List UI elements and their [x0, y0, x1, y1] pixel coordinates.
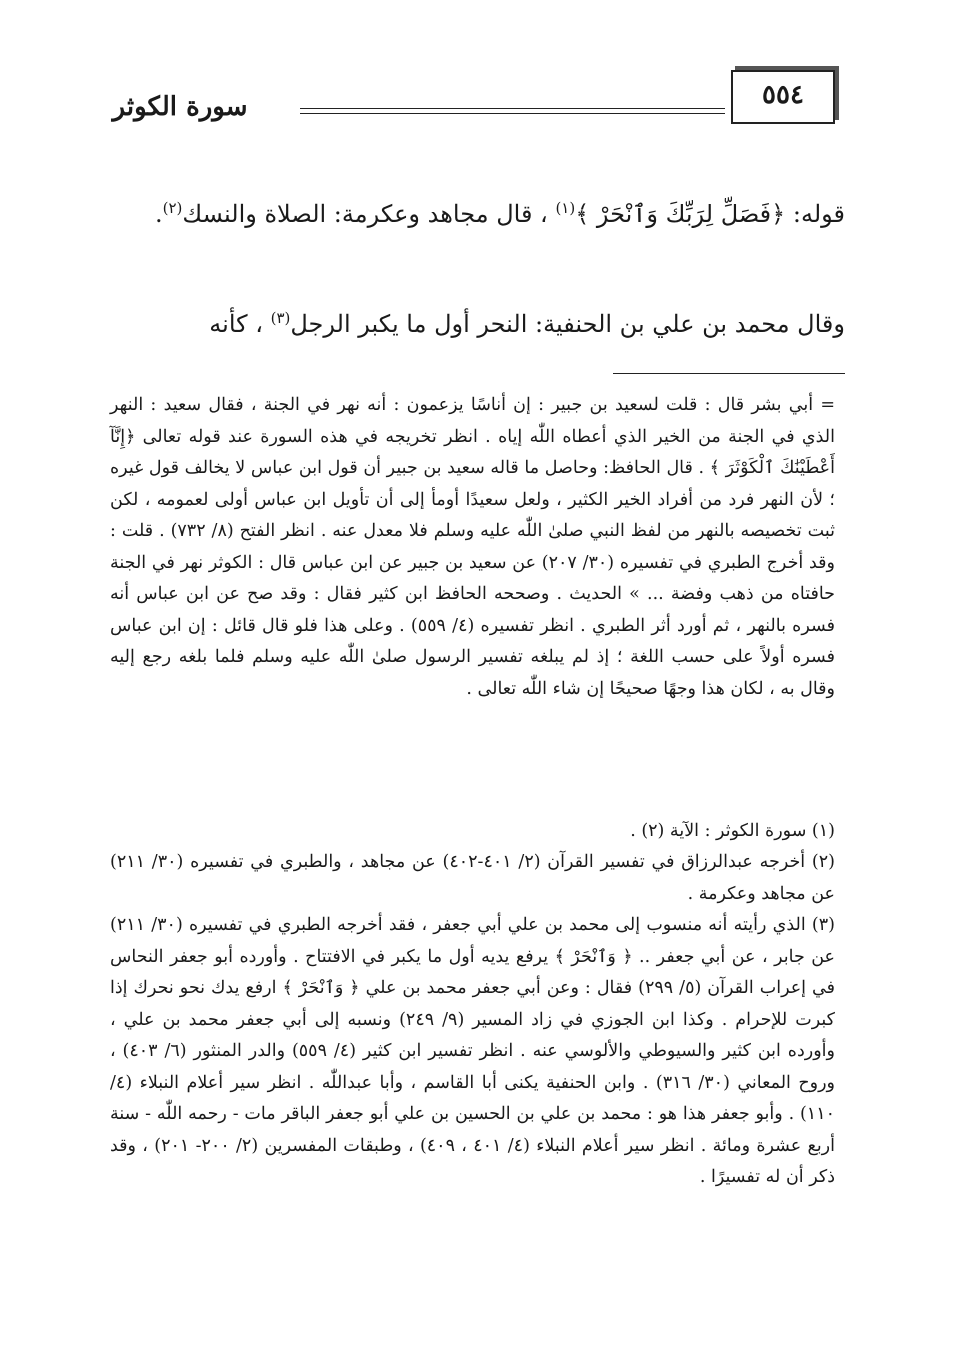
page-number-box	[731, 70, 835, 124]
footnote-separator	[613, 373, 845, 374]
p1-intro: قوله:	[792, 200, 845, 228]
footnote-3: (٣) الذي رأيته أنه منسوب إلى محمد بن علي أبي جعفر ، فقد أخرجه الطبري في تفسيره (٣٠/ ٢١١) عن جابر ، عن أبي جعفر .. ﴿ وَٱنْحَرْ ﴾ يرفع يديه أول ما يكبر في الافتتاح . وأورده أبو جعفر النحاس في إعراب القرآن (٥/ ٢٩٩) فقال : وعن أبي جعفر محمد بن علي ﴿ وَٱنْحَرْ ﴾ ارفع يدك نحو نحرك إذا كبرت للإحرام . وكذا ابن الجوزي في زاد المسير (٩/ ٢٤٩) ونسبه إلى أبي جعفر محمد بن علي ، وأورده ابن كثير والسيوطي والألوسي عنه . انظر تفسير ابن كثير (٤/ ٥٥٩) والدر المنثور (٦/ ٤٠٣) ، وروح المعاني (٣٠/ ٣١٦) . وابن الحنفية يكنى أبا القاسم ، وأبا عبداللّٰه . انظر سير أعلام النبلاء (٤/ ١١٠) . وأبو جعفر هذا هو : محمد بن علي بن الحسين بن علي أبو جعفر الباقر مات - رحمه اللّٰه - سنة أربع عشرة ومائة . انظر سير أعلام النبلاء (٤/ ٤٠١ ، ٤٠٩) ، وطبقات المفسرين (٢/ ٢٠٠- ٢٠١) ، وقد ذكر أن له تفسيرًا .	[110, 915, 835, 1187]
quran-verse: ﴿فَصَلِّ لِرَبِّكَ وَٱنْحَرْ ﴾	[575, 200, 786, 228]
footnote-ref-1[interactable]: (١)	[555, 199, 576, 217]
footnote-ref-3[interactable]: (٣)	[270, 309, 291, 327]
p2-end: ، كأنه	[209, 310, 263, 338]
p2-body: وقال محمد بن علي بن الحنفية: النحر أول ما يكبر الرجل	[290, 310, 845, 338]
page-number: ٥٥٤	[762, 80, 804, 110]
main-paragraph-2	[105, 298, 845, 350]
footnote-continuation: = أبي بشر قال : قلت لسعيد بن جبير : إن أناسًا يزعمون : أنه نهر في الجنة ، فقال سعيد : النهر الذي في الجنة من الخير الذي أعطاه اللّٰه إياه . انظر تخريجه في هذه السورة عند قوله تعالى ﴿إِنَّآ أَعْطَيْنَٰكَ ٱلْكَوْثَرَ ﴾ . قال الحافظ: وحاصل ما قاله سعيد بن جبير أن قول ابن عباس لا يخالف قول غيره ؛ لأن النهر فرد من أفراد الخير الكثير ، ولعل سعيدًا أومأ إلى أن تأويل ابن عباس أولى لعمومه ، لكن ثبت تخصيصه بالنهر من لفظ النبي صلىٰ اللّٰه عليه وسلم فلا معدل عنه . انظر الفتح (٨/ ٧٣٢) . قلت : وقد أخرج الطبري في تفسيره (٣٠/ ٢٠٧) عن سعيد بن جبير عن ابن عباس قال : الكوثر نهر في الجنة حافتاه من ذهب وفضة ... » الحديث . وصححه الحافظ ابن كثير فقال : وقد صح عن ابن عباس أنه فسره بالنهر ، ثم أورد أثر الطبري . انظر تفسيره (٤/ ٥٥٩) . وعلى هذا فلو قال قائل : إن ابن عباس فسره أولاً على حسب اللغة ؛ إذ لم يبلغه تفسير الرسول صلىٰ اللّٰه عليه وسلم فلما بلغه رجع إليه وقال به ، لكان هذا وجهًا صحيحًا إن شاء اللّٰه تعالى .	[110, 395, 835, 699]
main-paragraph-1	[105, 188, 845, 240]
surah-title: سورة الكوثر	[112, 92, 248, 122]
footnote-1: (١) سورة الكوثر : الآية (٢) .	[630, 821, 835, 841]
footnote-2: (٢) أخرجه عبدالرزاق في تفسير القرآن (٢/ ٤٠١-٤٠٢) عن مجاهد ، والطبري في تفسيره (٣٠/ ٢١١) عن مجاهد وعكرمة .	[110, 852, 835, 904]
header-rule-top	[300, 108, 725, 109]
p1-body: ، قال مجاهد وعكرمة: الصلاة والنسك	[182, 200, 548, 228]
header-rule-bottom	[300, 113, 725, 114]
footnote-ref-2[interactable]: (٢)	[162, 199, 183, 217]
p1-end: .	[154, 200, 163, 228]
